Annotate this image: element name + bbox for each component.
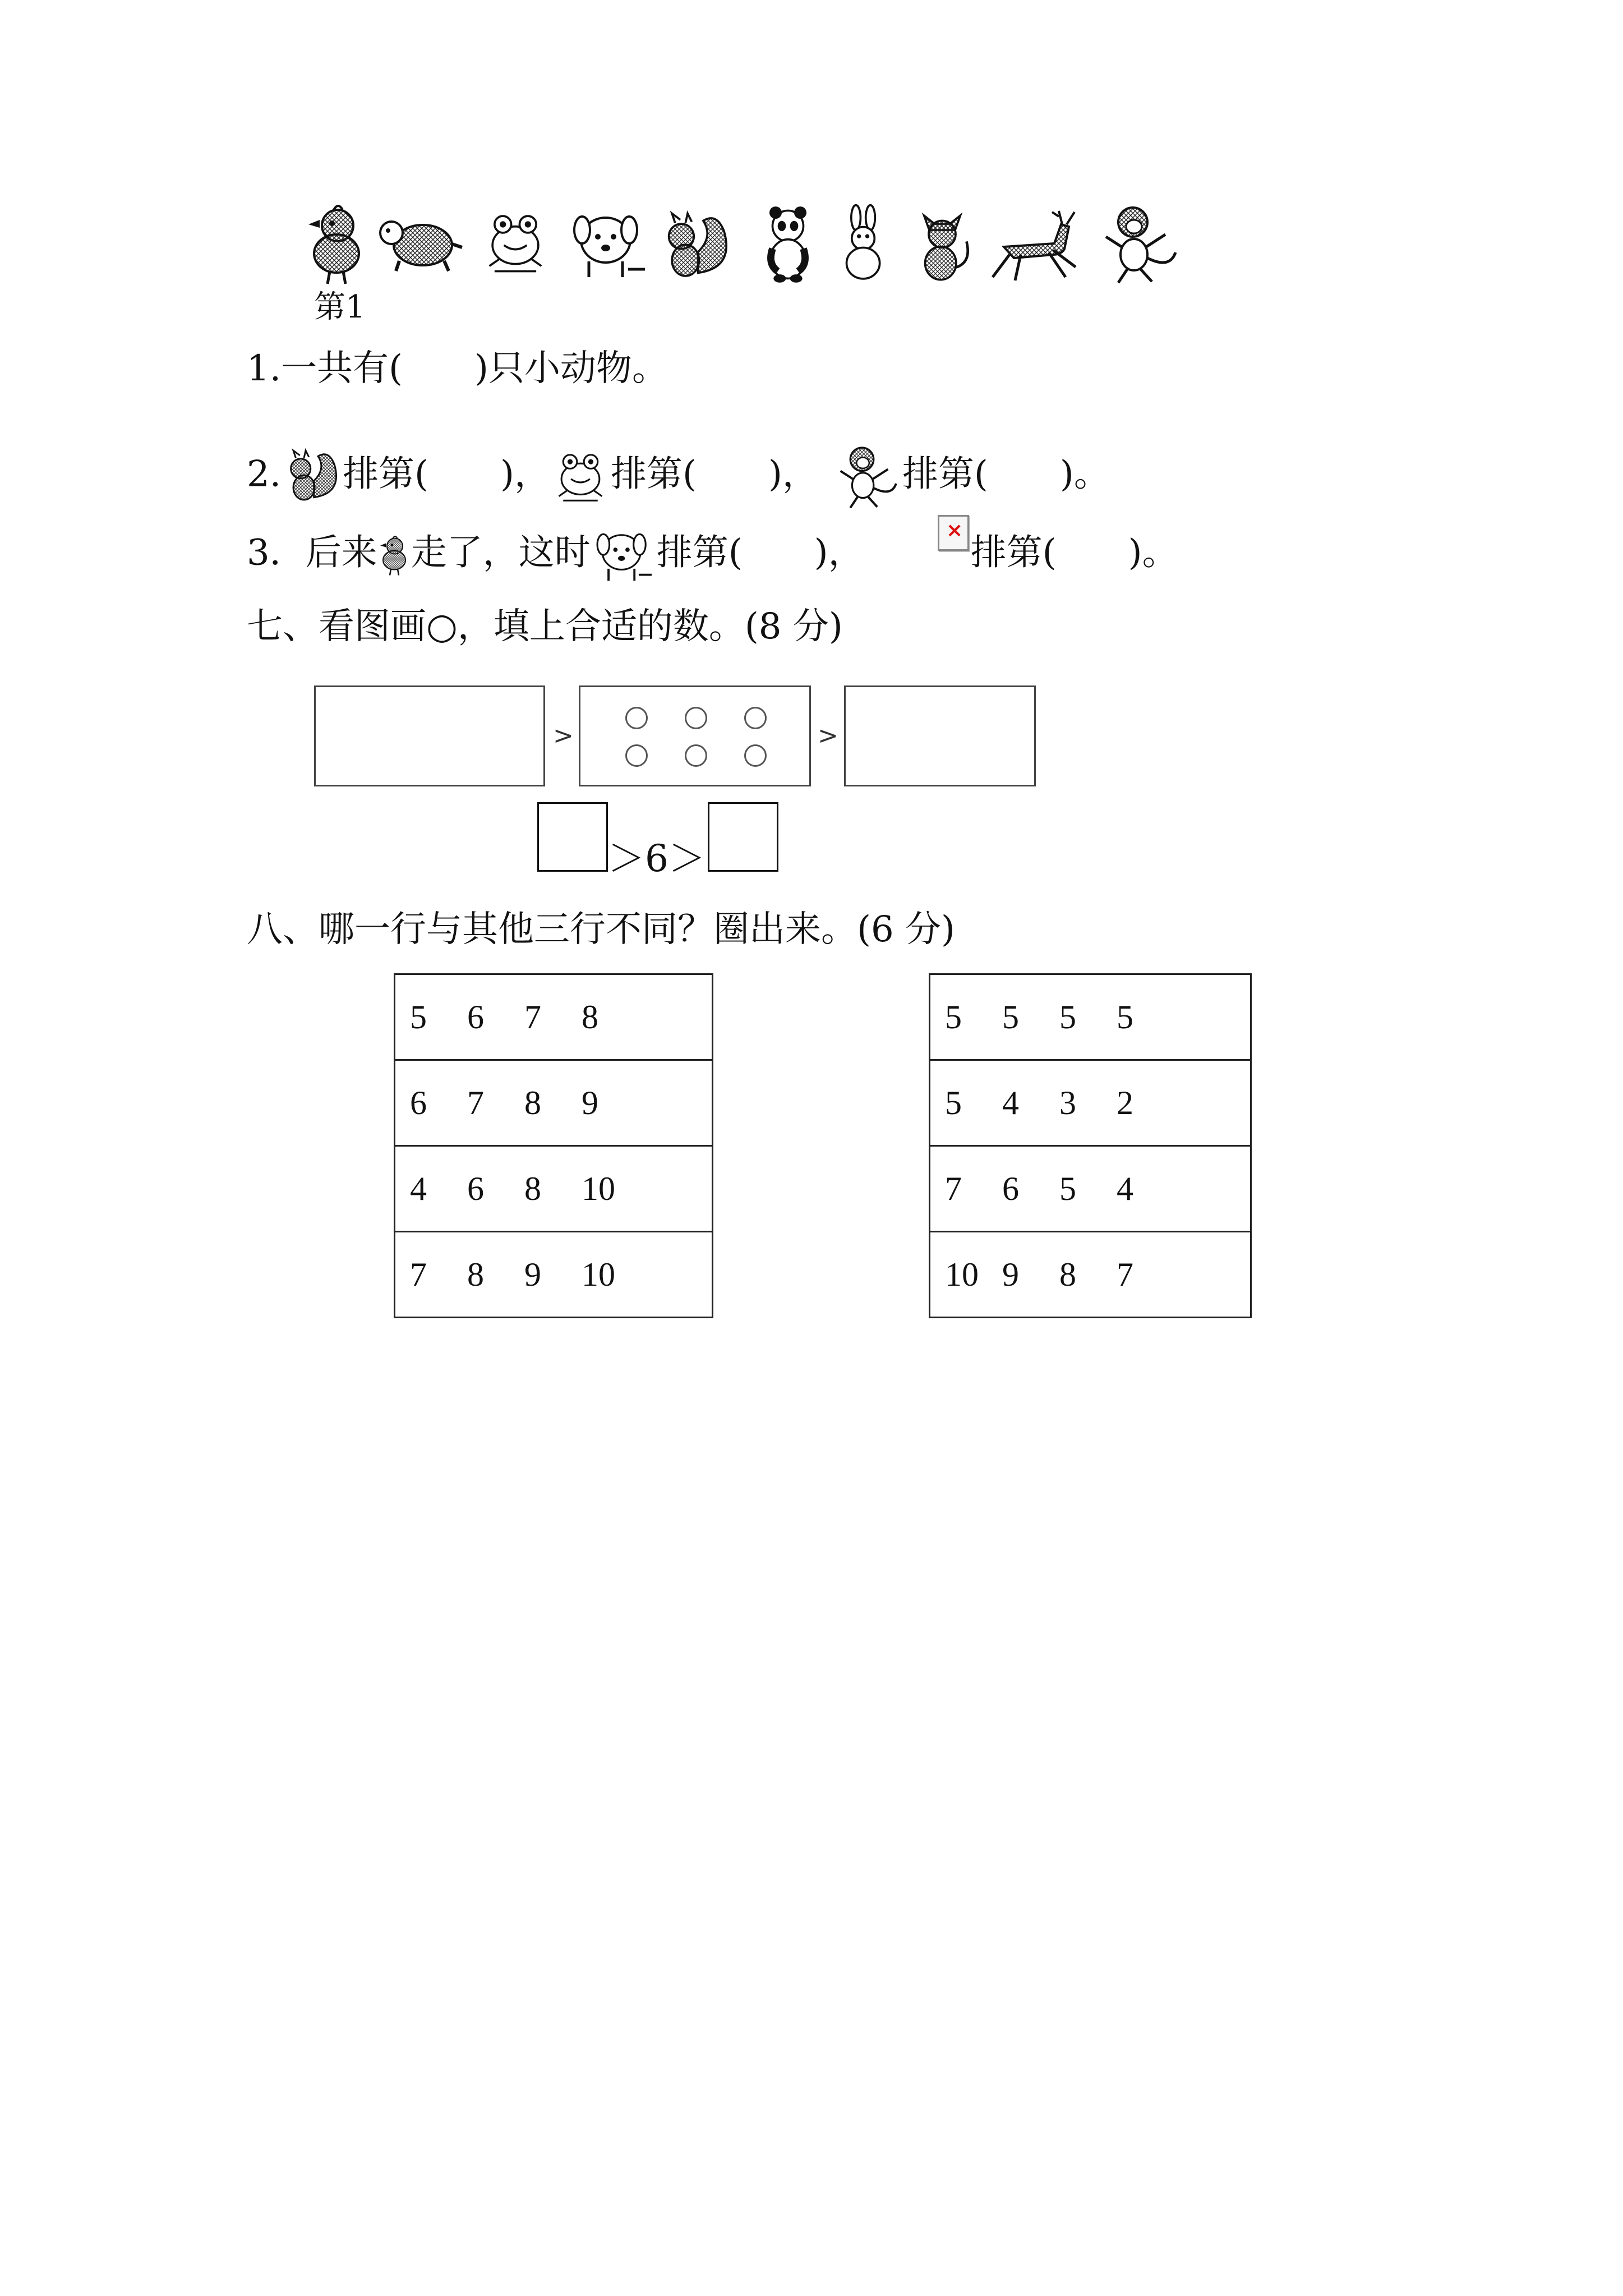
- question-1: [247, 348, 668, 389]
- section-7-title: 七、看图画○，填上合适的数。(8 分): [247, 606, 843, 647]
- question-3-mid: 走了，这时: [411, 532, 591, 574]
- question-2-number: 2.: [247, 453, 282, 495]
- table-cell[interactable]: [930, 1060, 1251, 1146]
- greater-than-sign-2: >: [818, 721, 838, 750]
- number-value: 8: [1059, 1255, 1076, 1293]
- equation-middle: ＞6＞: [608, 837, 706, 880]
- number-value: 5: [945, 998, 962, 1036]
- number-value: 10: [582, 1170, 615, 1207]
- table-row[interactable]: [930, 974, 1251, 1060]
- monkey-icon: [1099, 202, 1183, 286]
- circle-icon: [625, 744, 648, 767]
- number-value: 8: [582, 998, 598, 1036]
- number-value: 5: [945, 1084, 962, 1121]
- number-value: 5: [1059, 998, 1076, 1036]
- circle-icon: [744, 707, 767, 729]
- number-table-right: [929, 973, 1252, 1318]
- middle-circle-box: [579, 685, 811, 786]
- broken-image-icon: ×: [938, 515, 969, 551]
- circle-icon: [685, 744, 707, 767]
- rabbit-icon: [830, 202, 897, 286]
- number-value: 7: [467, 1084, 484, 1121]
- number-value: 7: [410, 1255, 427, 1293]
- circle-icon: [625, 707, 648, 729]
- number-value: 8: [524, 1084, 541, 1121]
- table-cell[interactable]: [395, 974, 713, 1060]
- number-value: 7: [1117, 1255, 1133, 1293]
- number-table-left: [394, 973, 713, 1318]
- turtle-icon: [377, 210, 467, 278]
- animal-row-caption: 第1: [314, 289, 366, 325]
- question-2-blank-a: 排第( )，: [343, 453, 550, 495]
- table-cell[interactable]: [930, 1232, 1251, 1318]
- number-value: 9: [1002, 1255, 1019, 1293]
- circle-icon: [685, 707, 707, 729]
- table-cell[interactable]: [930, 1146, 1251, 1232]
- question-3-blank-b: 排第( )。: [970, 532, 1178, 574]
- answer-box-left[interactable]: [537, 802, 608, 872]
- number-value: 8: [467, 1255, 484, 1293]
- question-2-blank-b: 排第( )，: [611, 453, 818, 495]
- number-value: 6: [467, 998, 484, 1036]
- right-circle-box[interactable]: [844, 685, 1036, 786]
- number-value: 9: [524, 1255, 541, 1293]
- monkey-icon: [835, 443, 902, 510]
- panda-icon: [757, 202, 819, 286]
- table-cell[interactable]: [395, 1146, 713, 1232]
- table-row[interactable]: [395, 1232, 713, 1318]
- question-2: [247, 443, 1110, 510]
- table-row[interactable]: [930, 1146, 1251, 1232]
- squirrel-icon: [656, 210, 735, 283]
- number-value: 4: [410, 1170, 427, 1207]
- question-1-number: 1.: [247, 348, 282, 389]
- number-value: 2: [1117, 1084, 1133, 1121]
- number-value: 5: [1059, 1170, 1076, 1207]
- puppy-icon: [591, 527, 657, 583]
- greater-than-sign-1: >: [553, 721, 574, 750]
- left-circle-box[interactable]: [314, 685, 545, 786]
- number-value: 8: [524, 1170, 541, 1207]
- frog-icon: [550, 449, 611, 505]
- number-value: 4: [1117, 1170, 1133, 1207]
- number-value: 9: [582, 1084, 598, 1121]
- table-row[interactable]: [930, 1060, 1251, 1146]
- deer-icon: [987, 208, 1082, 286]
- question-3-blank-a: 排第( )，: [656, 532, 864, 574]
- frog-icon: [479, 208, 552, 278]
- number-value: 6: [410, 1084, 427, 1121]
- chick-icon: [303, 202, 370, 286]
- table-row[interactable]: [395, 1060, 713, 1146]
- number-value: 3: [1059, 1084, 1076, 1121]
- question-1-text: 一共有( )只小动物。: [281, 348, 668, 389]
- number-value: 5: [1002, 998, 1019, 1036]
- cat-icon: [909, 202, 976, 286]
- circle-icon: [744, 744, 767, 767]
- chick-icon: [377, 534, 411, 577]
- question-3-prefix: 3．后来: [247, 532, 377, 574]
- number-value: 5: [1117, 998, 1133, 1036]
- table-cell[interactable]: [930, 974, 1251, 1060]
- number-value: 10: [582, 1255, 615, 1293]
- table-cell[interactable]: [395, 1060, 713, 1146]
- section-8-title: 八、哪一行与其他三行不同？圈出来。(6 分): [247, 909, 955, 950]
- squirrel-icon: [281, 448, 343, 506]
- table-cell[interactable]: [395, 1232, 713, 1318]
- number-value: 5: [410, 998, 427, 1036]
- question-3: [247, 527, 1178, 583]
- puppy-icon: [566, 208, 651, 280]
- number-value: 6: [467, 1170, 484, 1207]
- answer-box-right[interactable]: [708, 802, 778, 872]
- table-row[interactable]: [395, 974, 713, 1060]
- question-2-blank-c: 排第( )。: [902, 453, 1110, 495]
- number-value: 4: [1002, 1084, 1019, 1121]
- number-value: 6: [1002, 1170, 1019, 1207]
- table-row[interactable]: [930, 1232, 1251, 1318]
- number-value: 10: [945, 1255, 979, 1293]
- table-row[interactable]: [395, 1146, 713, 1232]
- number-value: 7: [524, 998, 541, 1036]
- number-value: 7: [945, 1170, 962, 1207]
